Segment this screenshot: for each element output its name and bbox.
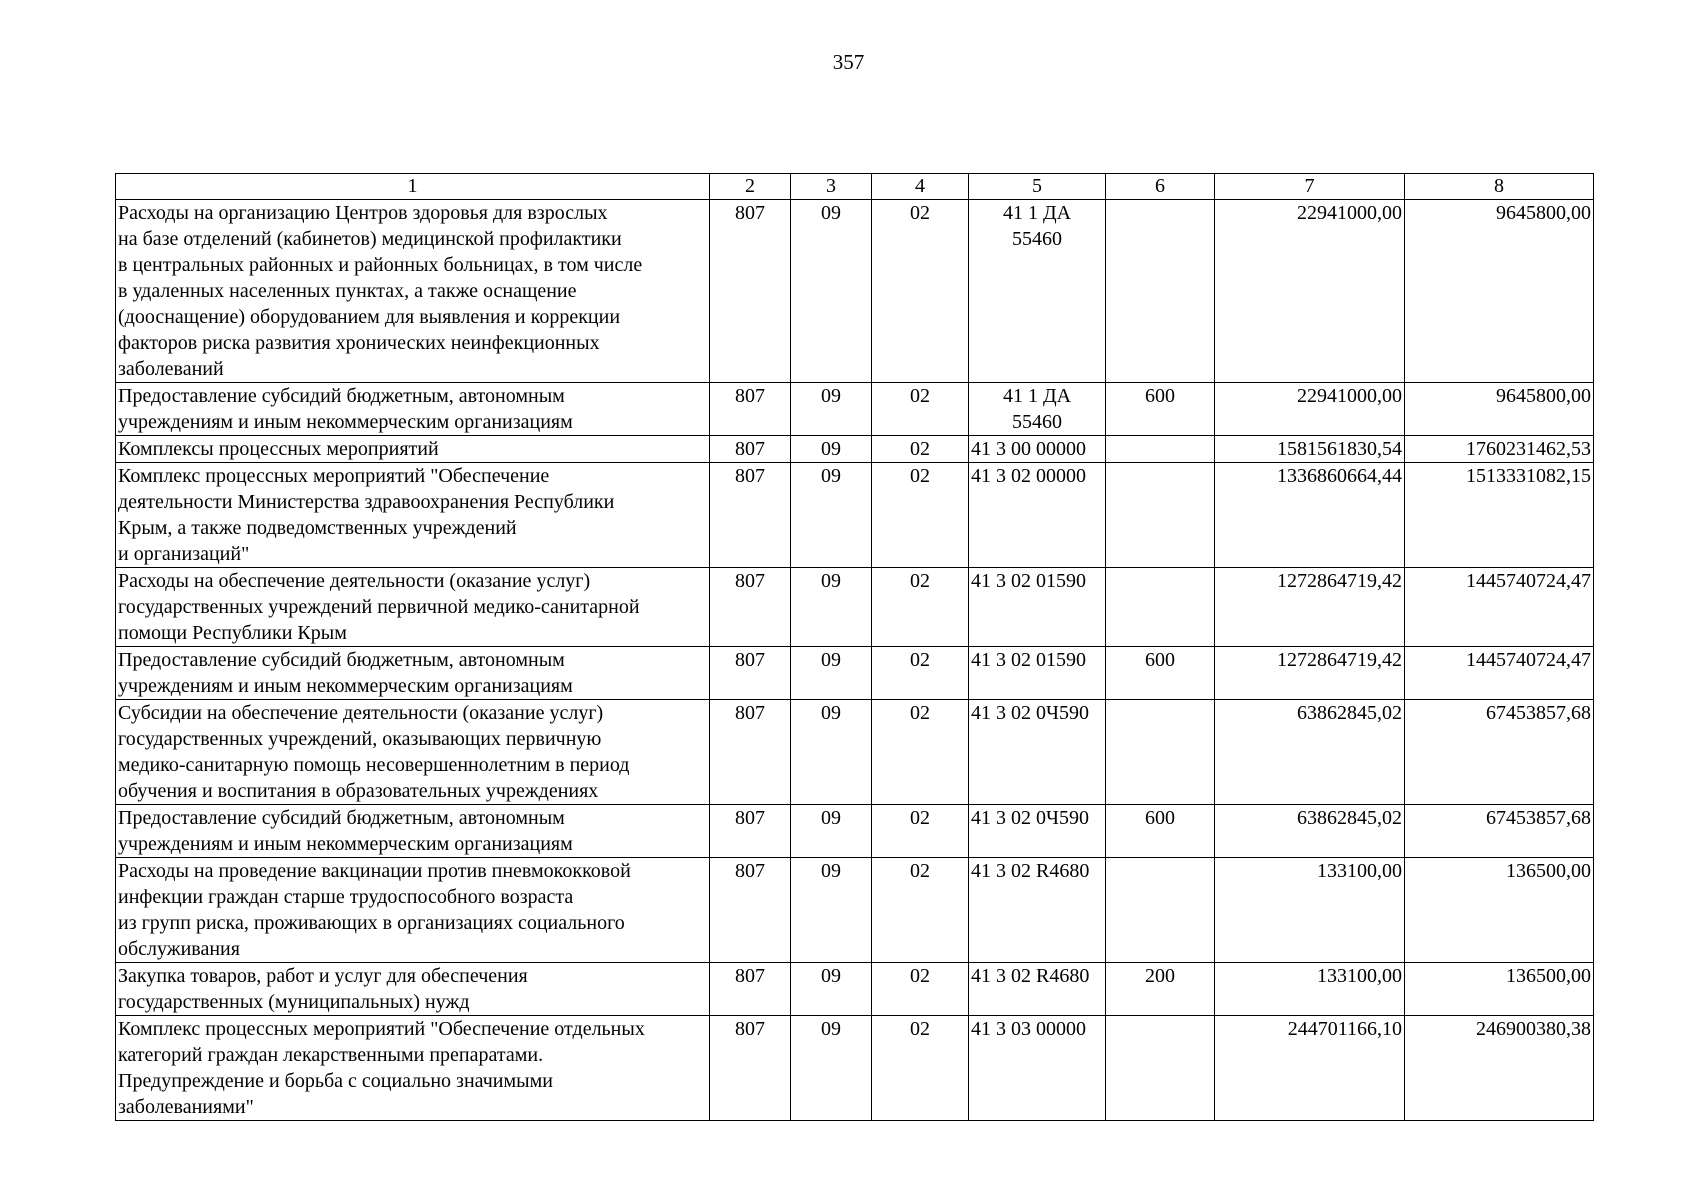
column-number-header: 8 [1405,174,1594,200]
section-code-cell: 09 [791,200,872,383]
target-article-cell: 41 3 02 R4680 [969,858,1106,963]
amount-year2-cell: 67453857,68 [1405,805,1594,858]
amount-year2-cell: 1445740724,47 [1405,568,1594,647]
expense-type-cell [1106,568,1215,647]
grbs-code-cell: 807 [710,963,791,1016]
section-code-cell: 09 [791,463,872,568]
row-name-cell: Комплекс процессных мероприятий "Обеспечение деятельности Министерства здравоохранения Республики Крым, а также подведомственных учреждений и организаций" [116,463,710,568]
subsection-code-cell: 02 [872,805,969,858]
column-number-header: 1 [116,174,710,200]
target-article-cell: 41 3 02 R4680 [969,963,1106,1016]
column-number-header: 2 [710,174,791,200]
amount-year1-cell: 133100,00 [1215,858,1405,963]
subsection-code-cell: 02 [872,436,969,463]
grbs-code-cell: 807 [710,568,791,647]
budget-table [115,173,1594,1121]
section-code-cell: 09 [791,700,872,805]
amount-year2-cell: 1513331082,15 [1405,463,1594,568]
row-name-cell: Закупка товаров, работ и услуг для обеспечения государственных (муниципальных) нужд [116,963,710,1016]
expense-type-cell [1106,436,1215,463]
expense-type-cell [1106,858,1215,963]
table-row [116,1016,1594,1121]
amount-year2-cell: 9645800,00 [1405,200,1594,383]
expense-type-cell [1106,700,1215,805]
column-number-header: 4 [872,174,969,200]
row-name-cell: Предоставление субсидий бюджетным, автономным учреждениям и иным некоммерческим организациям [116,383,710,436]
column-number-header: 3 [791,174,872,200]
column-number-header: 7 [1215,174,1405,200]
column-number-header: 6 [1106,174,1215,200]
amount-year1-cell: 1336860664,44 [1215,463,1405,568]
column-number-row [116,174,1594,200]
table-row [116,568,1594,647]
row-name-cell: Предоставление субсидий бюджетным, автономным учреждениям и иным некоммерческим организациям [116,647,710,700]
amount-year1-cell: 63862845,02 [1215,700,1405,805]
amount-year1-cell: 22941000,00 [1215,383,1405,436]
amount-year1-cell: 244701166,10 [1215,1016,1405,1121]
target-article-cell: 41 3 02 00000 [969,463,1106,568]
grbs-code-cell: 807 [710,463,791,568]
amount-year1-cell: 22941000,00 [1215,200,1405,383]
section-code-cell: 09 [791,647,872,700]
grbs-code-cell: 807 [710,436,791,463]
amount-year2-cell: 136500,00 [1405,858,1594,963]
table-row [116,647,1594,700]
target-article-cell: 41 3 02 0Ч590 [969,700,1106,805]
subsection-code-cell: 02 [872,463,969,568]
grbs-code-cell: 807 [710,1016,791,1121]
expense-type-cell: 600 [1106,805,1215,858]
row-name-cell: Комплекс процессных мероприятий "Обеспечение отдельных категорий граждан лекарственными препаратами. Предупреждение и борьба с социально значимыми заболеваниями" [116,1016,710,1121]
page-number: 357 [832,50,865,74]
table-row [116,436,1594,463]
subsection-code-cell: 02 [872,963,969,1016]
grbs-code-cell: 807 [710,200,791,383]
target-article-cell: 41 3 02 01590 [969,647,1106,700]
section-code-cell: 09 [791,1016,872,1121]
expense-type-cell: 600 [1106,647,1215,700]
expense-type-cell: 200 [1106,963,1215,1016]
subsection-code-cell: 02 [872,200,969,383]
section-code-cell: 09 [791,568,872,647]
target-article-cell: 41 1 ДА 55460 [969,383,1106,436]
target-article-cell: 41 3 02 01590 [969,568,1106,647]
expense-type-cell: 600 [1106,383,1215,436]
target-article-cell: 41 3 00 00000 [969,436,1106,463]
table-row [116,963,1594,1016]
table-row [116,463,1594,568]
amount-year1-cell: 1272864719,42 [1215,568,1405,647]
section-code-cell: 09 [791,805,872,858]
target-article-cell: 41 1 ДА 55460 [969,200,1106,383]
row-name-cell: Комплексы процессных мероприятий [116,436,710,463]
target-article-cell: 41 3 02 0Ч590 [969,805,1106,858]
amount-year2-cell: 246900380,38 [1405,1016,1594,1121]
expense-type-cell [1106,463,1215,568]
section-code-cell: 09 [791,383,872,436]
amount-year2-cell: 1760231462,53 [1405,436,1594,463]
row-name-cell: Расходы на обеспечение деятельности (оказание услуг) государственных учреждений первичной медико-санитарной помощи Республики Крым [116,568,710,647]
row-name-cell: Субсидии на обеспечение деятельности (оказание услуг) государственных учреждений, оказывающих первичную медико-санитарную помощь несовершеннолетним в период обучения и воспитания в образовательных учреждениях [116,700,710,805]
target-article-cell: 41 3 03 00000 [969,1016,1106,1121]
section-code-cell: 09 [791,963,872,1016]
subsection-code-cell: 02 [872,383,969,436]
grbs-code-cell: 807 [710,383,791,436]
expense-type-cell [1106,1016,1215,1121]
amount-year2-cell: 9645800,00 [1405,383,1594,436]
section-code-cell: 09 [791,858,872,963]
table-body [116,200,1594,1121]
table-row [116,700,1594,805]
grbs-code-cell: 807 [710,700,791,805]
grbs-code-cell: 807 [710,647,791,700]
table-row [116,805,1594,858]
grbs-code-cell: 807 [710,805,791,858]
section-code-cell: 09 [791,436,872,463]
amount-year2-cell: 136500,00 [1405,963,1594,1016]
table-row [116,858,1594,963]
amount-year1-cell: 1581561830,54 [1215,436,1405,463]
subsection-code-cell: 02 [872,647,969,700]
grbs-code-cell: 807 [710,858,791,963]
column-number-header: 5 [969,174,1106,200]
row-name-cell: Предоставление субсидий бюджетным, автономным учреждениям и иным некоммерческим организациям [116,805,710,858]
subsection-code-cell: 02 [872,700,969,805]
amount-year2-cell: 1445740724,47 [1405,647,1594,700]
expense-type-cell [1106,200,1215,383]
amount-year1-cell: 63862845,02 [1215,805,1405,858]
subsection-code-cell: 02 [872,858,969,963]
amount-year1-cell: 1272864719,42 [1215,647,1405,700]
amount-year1-cell: 133100,00 [1215,963,1405,1016]
subsection-code-cell: 02 [872,1016,969,1121]
row-name-cell: Расходы на организацию Центров здоровья для взрослых на базе отделений (кабинетов) медицинской профилактики в центральных районных и районных больницах, в том числе в удаленных населенных пунктах, а также оснащение (дооснащение) оборудованием для выявления и коррекции факторов риска развития хронических неинфекционных заболеваний [116,200,710,383]
table-row [116,383,1594,436]
row-name-cell: Расходы на проведение вакцинации против пневмококковой инфекции граждан старше трудоспособного возраста из групп риска, проживающих в организациях социального обслуживания [116,858,710,963]
table-row [116,200,1594,383]
amount-year2-cell: 67453857,68 [1405,700,1594,805]
subsection-code-cell: 02 [872,568,969,647]
